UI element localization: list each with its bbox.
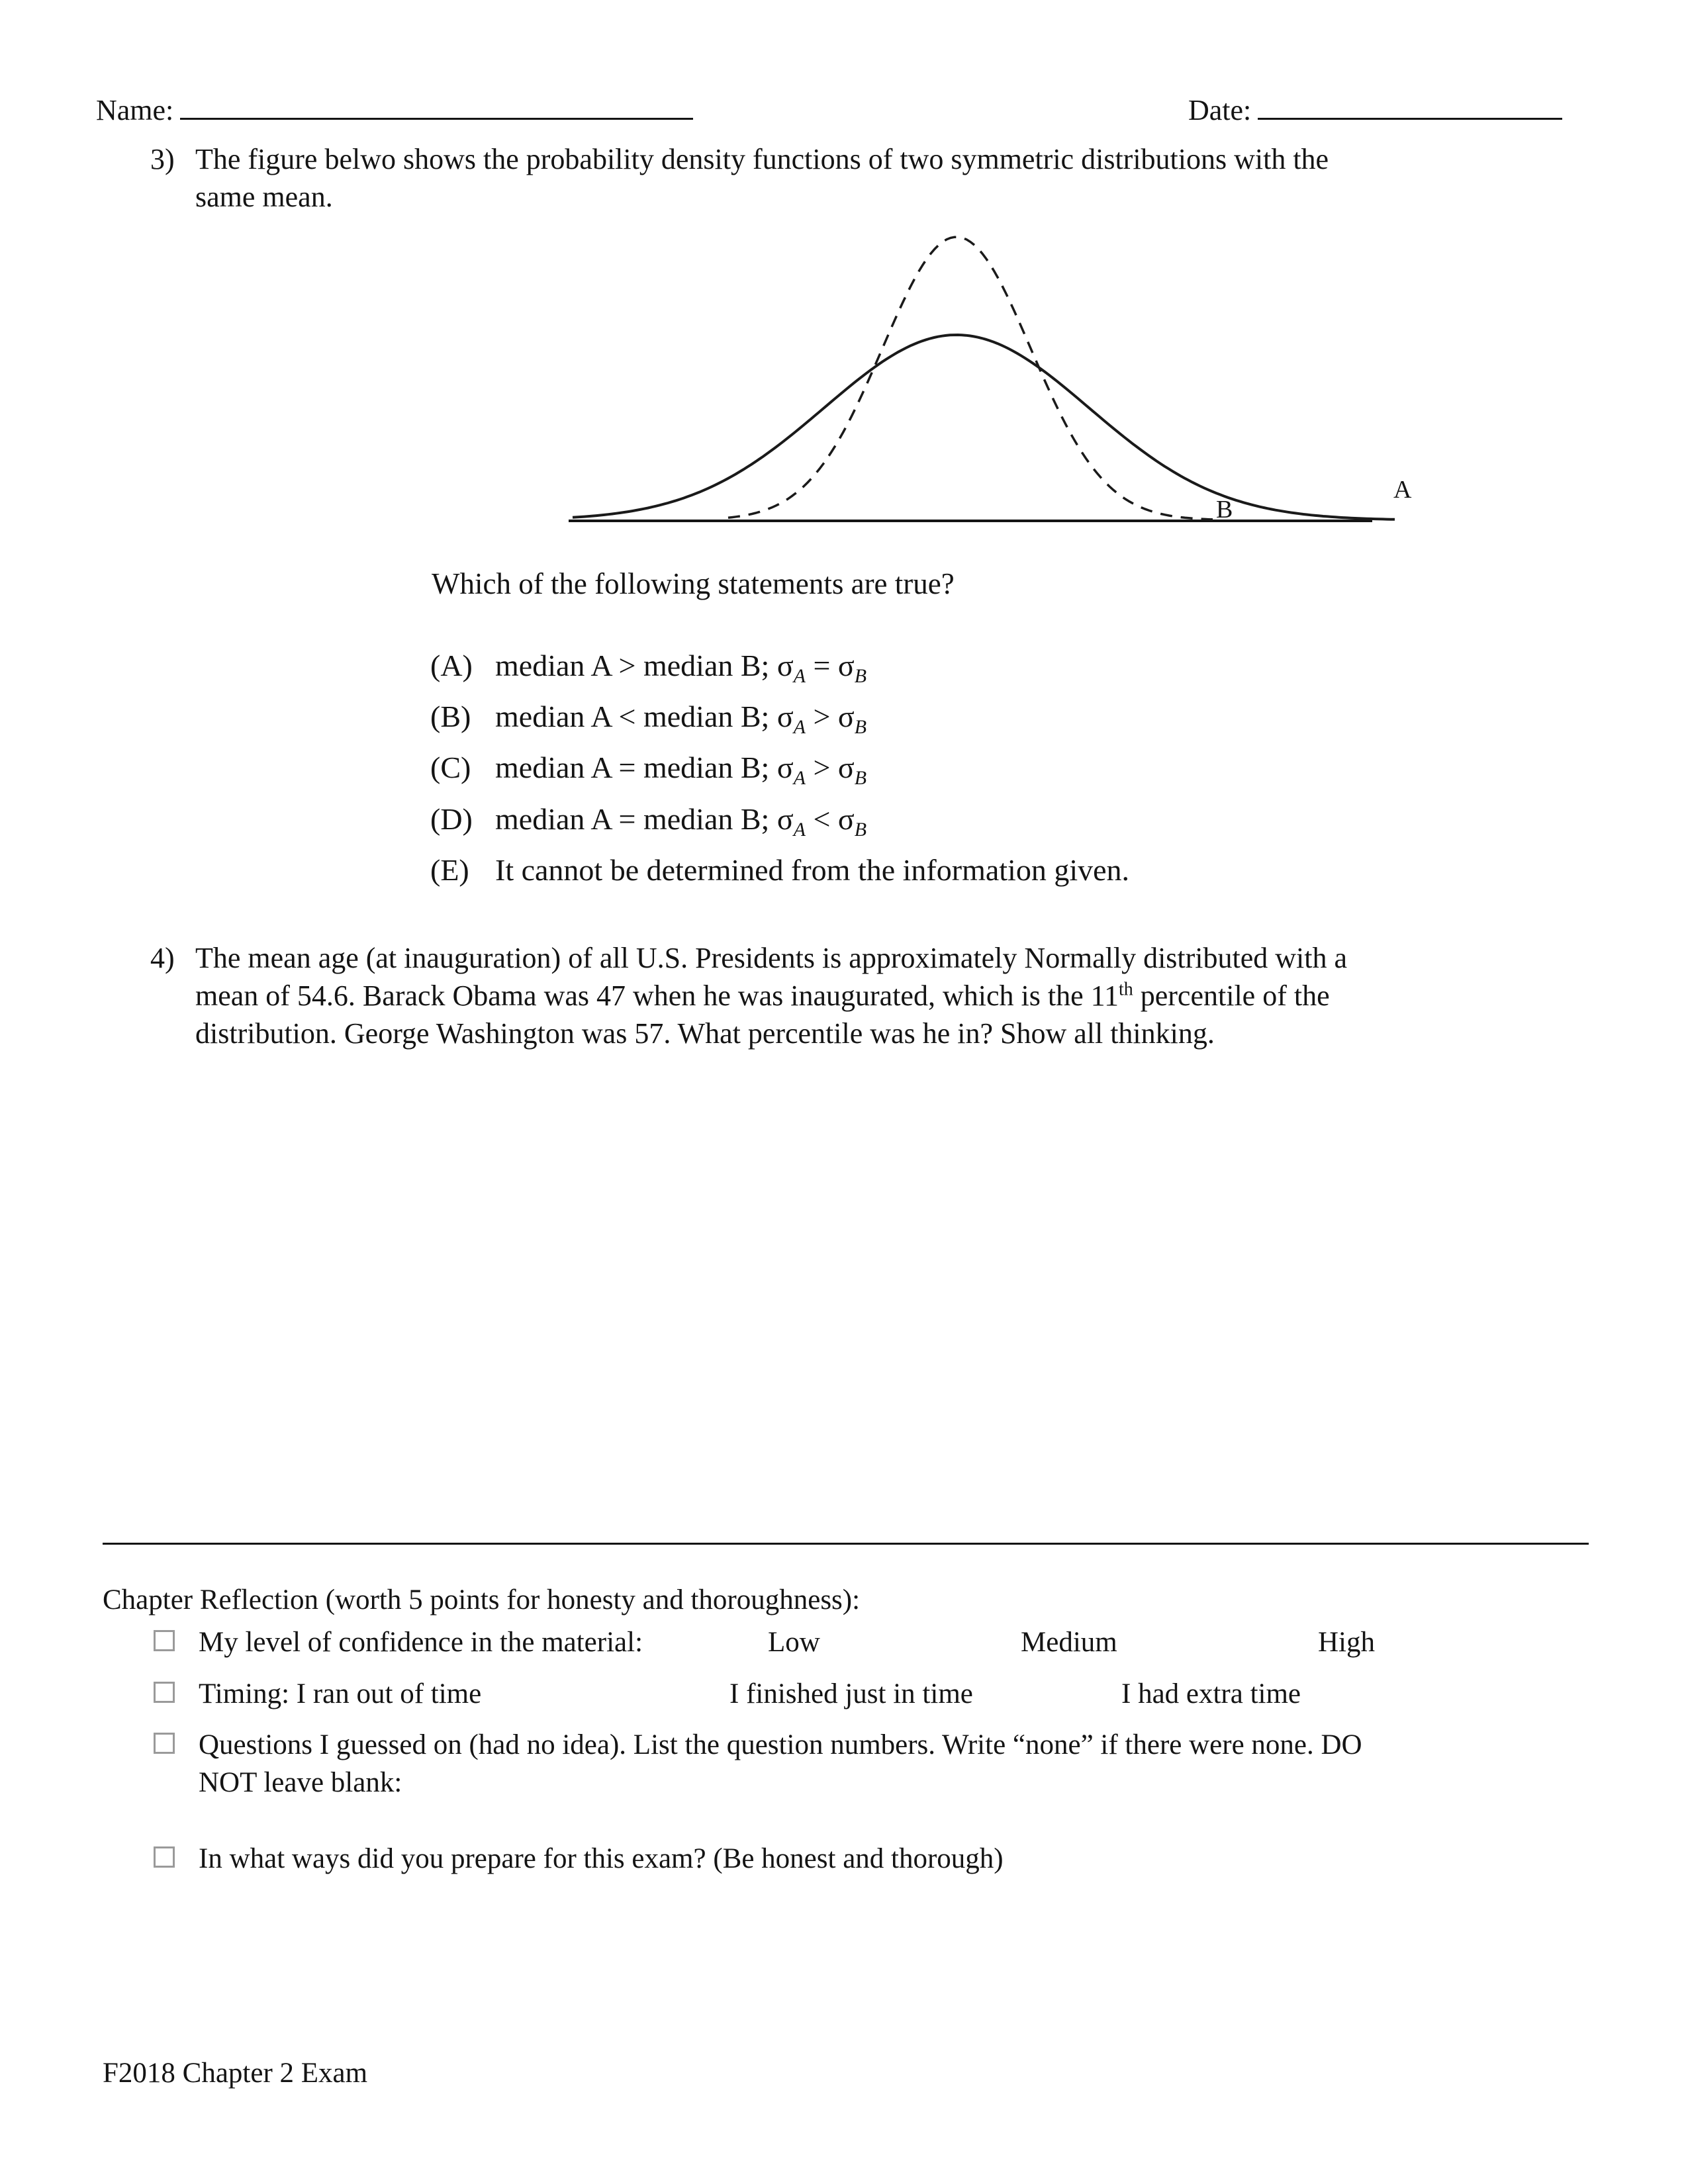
question-3-prompt: Which of the following statements are true?: [432, 567, 955, 600]
option-text: median A = median B; $\sigma_A > \sigma_B$: [495, 751, 867, 790]
option-label: (E): [430, 852, 469, 887]
answer-option-c: [430, 747, 1129, 798]
question-3-options: [430, 645, 1129, 901]
confidence-option-medium: Medium: [1021, 1627, 1117, 1658]
reflection-item-guessed: [154, 1726, 1617, 1801]
option-label: (C): [430, 751, 471, 785]
question-4: [150, 939, 1599, 1052]
reflection-item-confidence: [154, 1623, 1617, 1661]
option-label: (D): [430, 801, 473, 836]
answer-option-b: [430, 696, 1129, 747]
question-4-text: The mean age (at inauguration) of all U.S. Presidents is approximately Normally distributed with a mean of 54.6. Barack Obama was 47 when he was inaugurated, which is the 11th percentile of the distribution. George Washington was 57. What percentile was he in? Show all thinking.: [195, 942, 1348, 1050]
option-text: It cannot be determined from the information given.: [495, 852, 1130, 887]
question-3-text: The figure belwo shows the probability density functions of two symmetric distributions with the same mean.: [195, 143, 1329, 213]
timing-option-finished-just-in-time: I finished just in time: [729, 1678, 973, 1709]
curve-b-label: B: [1216, 496, 1233, 523]
reflection-item-text: Questions I guessed on (had no idea). List the question numbers. Write “none” if there were none. DO NOT leave blank:: [199, 1729, 1362, 1798]
date-field-row: [1188, 91, 1562, 129]
exam-footer: F2018 Chapter 2 Exam: [103, 2058, 368, 2089]
reflection-item-text: In what ways did you prepare for this exam? (Be honest and thorough): [199, 1843, 1004, 1874]
reflection-item-text: Timing: I ran out of time I finished just in time I had extra time: [199, 1675, 1617, 1713]
question-4-number: 4): [150, 942, 175, 974]
reflection-item-timing: [154, 1675, 1617, 1713]
checkbox-guessed[interactable]: [154, 1733, 175, 1754]
date-label: Date:: [1188, 94, 1252, 126]
option-label: (B): [430, 700, 471, 734]
question-3-number: 3): [150, 143, 175, 175]
checkbox-preparation[interactable]: [154, 1846, 175, 1868]
curve-b-dashed: [728, 237, 1213, 520]
answer-option-d: [430, 799, 1129, 850]
option-text: median A = median B; $\sigma_A < \sigma_B$: [495, 801, 867, 841]
option-text: median A < median B; $\sigma_A > \sigma_B$: [495, 700, 867, 739]
confidence-option-high: High: [1318, 1627, 1375, 1658]
name-field-row: [96, 91, 693, 129]
divider-line: [103, 1543, 1589, 1545]
checkbox-timing[interactable]: [154, 1682, 175, 1703]
answer-option-a: [430, 645, 1129, 696]
distribution-figure: [427, 199, 1433, 543]
name-blank-line[interactable]: [180, 110, 693, 120]
timing-option-extra-time: I had extra time: [1121, 1678, 1301, 1709]
name-label: Name:: [96, 94, 174, 126]
option-label: (A): [430, 649, 473, 682]
date-blank-line[interactable]: [1258, 110, 1562, 120]
reflection-heading: Chapter Reflection (worth 5 points for honesty and thoroughness):: [103, 1584, 861, 1615]
curve-a-solid: [573, 335, 1395, 520]
checkbox-confidence[interactable]: [154, 1630, 175, 1651]
option-text: median A > median B; $\sigma_A = \sigma_B$: [495, 649, 867, 688]
confidence-option-low: Low: [768, 1627, 820, 1658]
reflection-item-text: My level of confidence in the material: Low Medium High: [199, 1623, 1617, 1661]
curve-a-label: A: [1393, 476, 1412, 504]
answer-option-e: [430, 850, 1129, 901]
reflection-item-preparation: [154, 1840, 1617, 1878]
